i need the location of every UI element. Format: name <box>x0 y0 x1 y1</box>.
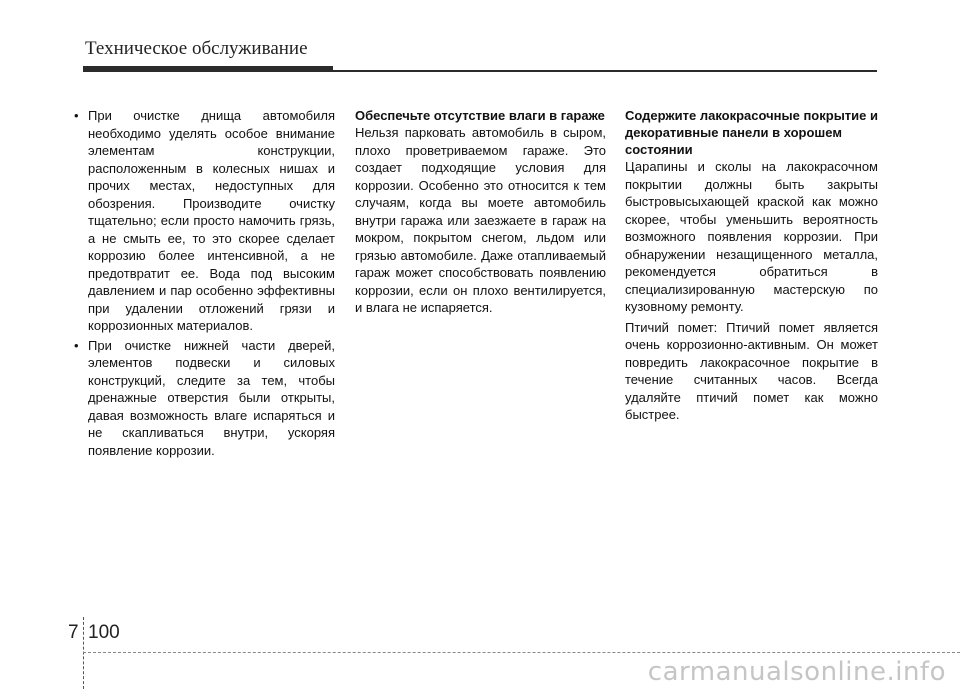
page-number: 100 <box>88 622 120 643</box>
chapter-number: 7 <box>68 622 79 643</box>
bullet-icon: • <box>74 337 79 353</box>
paragraph-garage: Нельзя парковать автомобиль в сыром, плохо проветриваемом гараже. Это создает подходящие условия для коррозии. Особенно это относится к тем случаям, когда вы моете автомобиль внутри гаража или заезжаете в гараж на мокром, покрытом снегом, льдом или грязью автомобиле. Даже отапливаемый гараж может способствовать появлению коррозии, если он плохо вентилируется, и влага не испаряется. <box>355 125 606 315</box>
bullet-list <box>74 107 335 459</box>
column-3 <box>625 107 878 427</box>
paragraph-bird-droppings: Птичий помет: Птичий помет является очень коррозионно-активным. Он может повредить лакокрасочное покрытие в течение считанных часов. Всегда удаляйте птичий помет как можно быстрее. <box>625 319 878 422</box>
column-2 <box>355 107 606 320</box>
bullet-icon: • <box>74 108 79 123</box>
watermark-logo: carmanualsonline.info <box>647 657 946 687</box>
bullet-item-doors <box>74 337 335 460</box>
header-rule-thin <box>333 70 877 72</box>
bullet-text: При очистке нижней части дверей, элементов подвески и силовых конструкций, следите за тем, чтобы дренажные отверстия были открыты, давая возможность влаге испаряться и не скапливаться внутри, ускоряя появление коррозии. <box>88 337 335 458</box>
bullet-item-underbody <box>74 107 335 335</box>
section-title-paint: Содержите лакокрасочные покрытие и декоративные панели в хорошем состоянии <box>625 108 878 157</box>
paragraph-paint: Царапины и сколы на лакокрасочном покрытии должны быть закрыты быстровысыхающей краской как можно скорее, чтобы уменьшить вероятность возможного появления коррозии. При обнаружении незащищенного металла, рекомендуется обратиться в специализированную мастерскую по кузовному ремонту. <box>625 159 878 314</box>
header-rule-thick <box>83 66 333 72</box>
section-title-garage: Обеспечьте отсутствие влаги в гараже <box>355 108 605 123</box>
bullet-text: При очистке днища автомобиля необходимо уделять особое внимание элементам конструкции, расположенным в колесных нишах и прочих местах, недоступных для обозрения. Производите очистку тщательно; если просто намочить грязь, а не смыть ее, то это скорее сделает коррозию более интенсивной, а не предотвратит ее. Вода под высоким давлением и пар особенно эффективны при удалении отложений грязи и коррозионных материалов. <box>88 108 335 333</box>
footer-vertical-divider <box>83 617 84 689</box>
page-header-title: Техническое обслуживание <box>85 38 308 59</box>
footer-horizontal-divider <box>83 652 960 653</box>
column-1 <box>74 107 335 461</box>
